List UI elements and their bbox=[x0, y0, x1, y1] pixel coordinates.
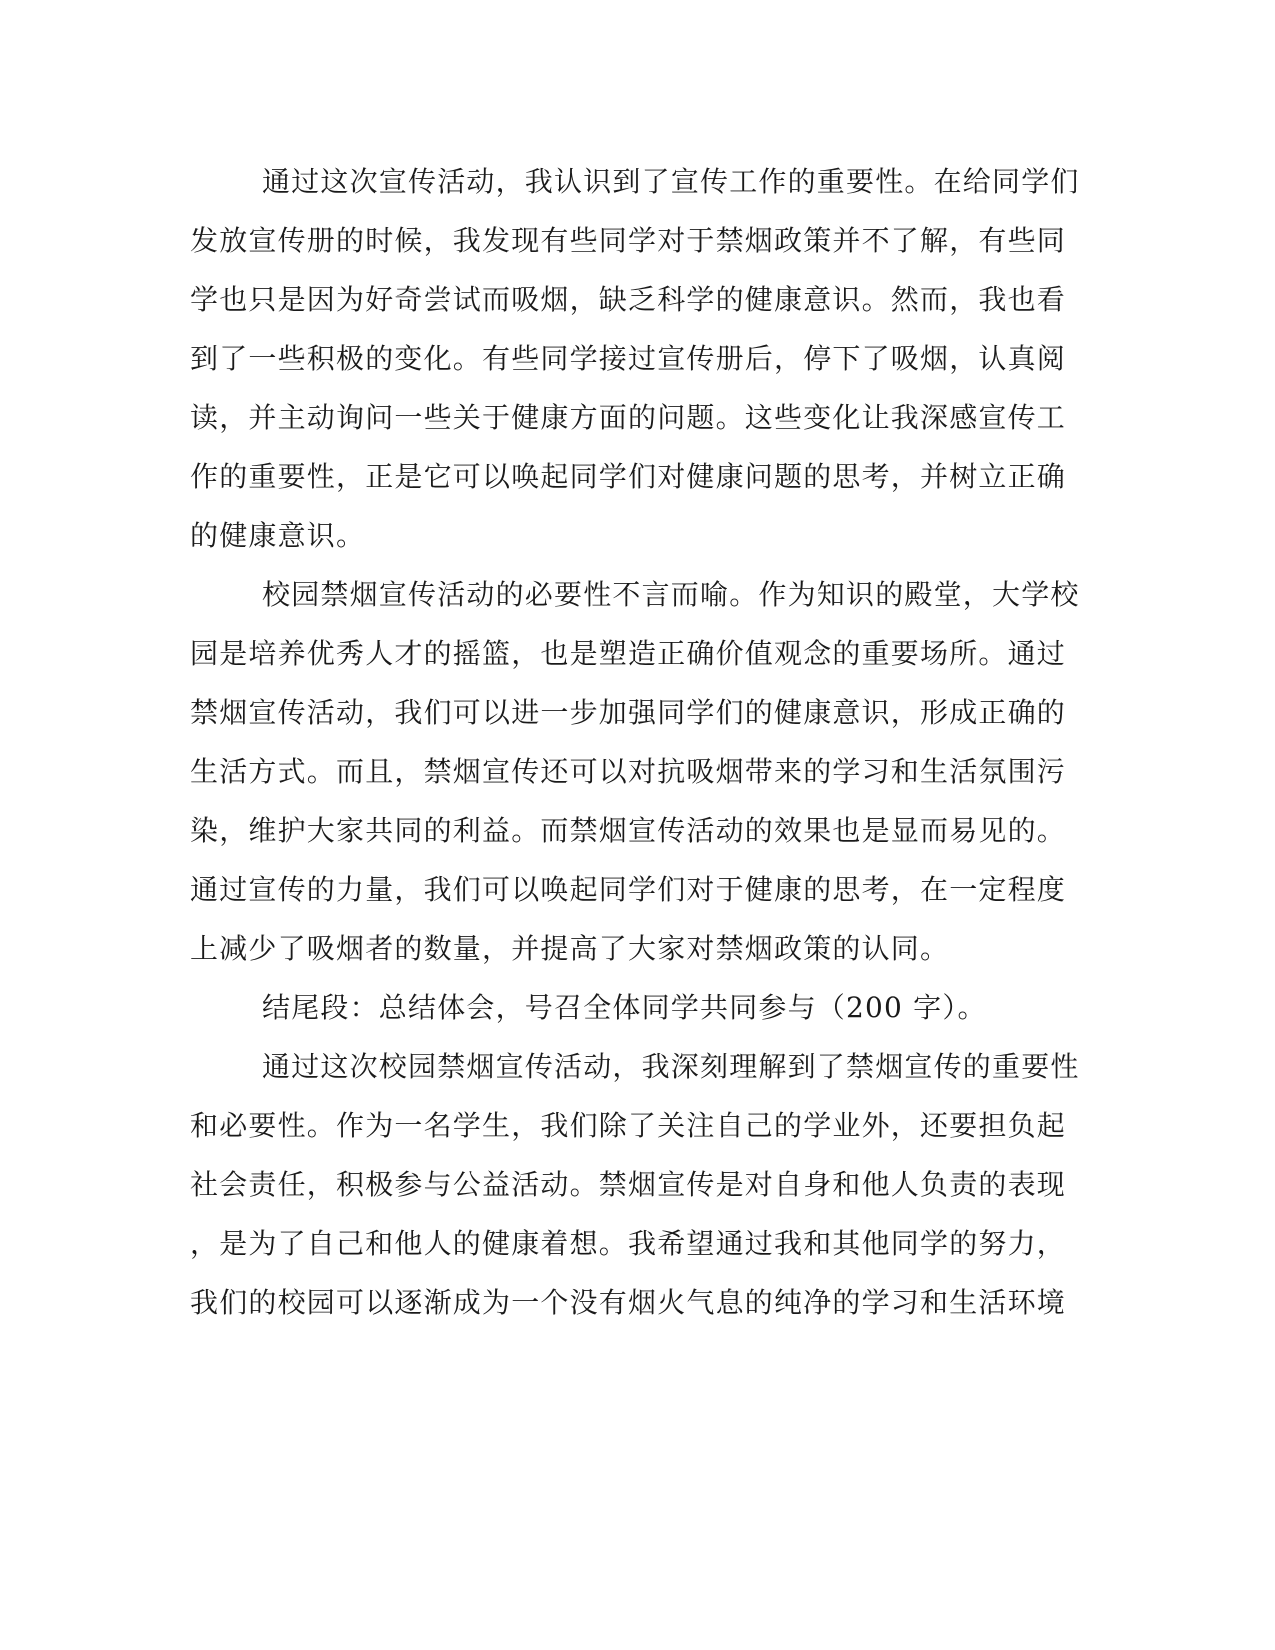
section-heading-line: 结尾段：总结体会，号召全体同学共同参与（200 字）。 bbox=[262, 991, 987, 1024]
text-line: 的健康意识。 bbox=[190, 519, 366, 552]
text-line: 上减少了吸烟者的数量，并提高了大家对禁烟政策的认同。 bbox=[190, 932, 950, 965]
text-line: 染，维护大家共同的利益。而禁烟宣传活动的效果也是显而易见的。 bbox=[190, 814, 1067, 847]
text-line: 到了一些积极的变化。有些同学接过宣传册后，停下了吸烟，认真阅 bbox=[190, 342, 1067, 375]
text-line: 我们的校园可以逐渐成为一个没有烟火气息的纯净的学习和生活环境 bbox=[190, 1286, 1067, 1319]
text-line: 通过这次宣传活动，我认识到了宣传工作的重要性。在给同学们 bbox=[262, 165, 1080, 198]
text-line: 学也只是因为好奇尝试而吸烟，缺乏科学的健康意识。然而，我也看 bbox=[190, 283, 1067, 316]
text-line: 禁烟宣传活动，我们可以进一步加强同学们的健康意识，形成正确的 bbox=[190, 696, 1067, 729]
text-line: 通过宣传的力量，我们可以唤起同学们对于健康的思考，在一定程度 bbox=[190, 873, 1067, 906]
text-line: 校园禁烟宣传活动的必要性不言而喻。作为知识的殿堂，大学校 bbox=[262, 578, 1080, 611]
text-line: 社会责任，积极参与公益活动。禁烟宣传是对自身和他人负责的表现 bbox=[190, 1168, 1067, 1201]
text-line: 园是培养优秀人才的摇篮，也是塑造正确价值观念的重要场所。通过 bbox=[190, 637, 1067, 670]
text-line: 通过这次校园禁烟宣传活动，我深刻理解到了禁烟宣传的重要性 bbox=[262, 1050, 1080, 1083]
text-line: 发放宣传册的时候，我发现有些同学对于禁烟政策并不了解，有些同 bbox=[190, 224, 1067, 257]
text-line: 和必要性。作为一名学生，我们除了关注自己的学业外，还要担负起 bbox=[190, 1109, 1067, 1142]
text-line: 生活方式。而且，禁烟宣传还可以对抗吸烟带来的学习和生活氛围污 bbox=[190, 755, 1067, 788]
text-line: 读，并主动询问一些关于健康方面的问题。这些变化让我深感宣传工 bbox=[190, 401, 1067, 434]
text-line: 作的重要性，正是它可以唤起同学们对健康问题的思考，并树立正确 bbox=[190, 460, 1067, 493]
text-line: ，是为了自己和他人的健康着想。我希望通过我和其他同学的努力， bbox=[190, 1227, 1067, 1260]
